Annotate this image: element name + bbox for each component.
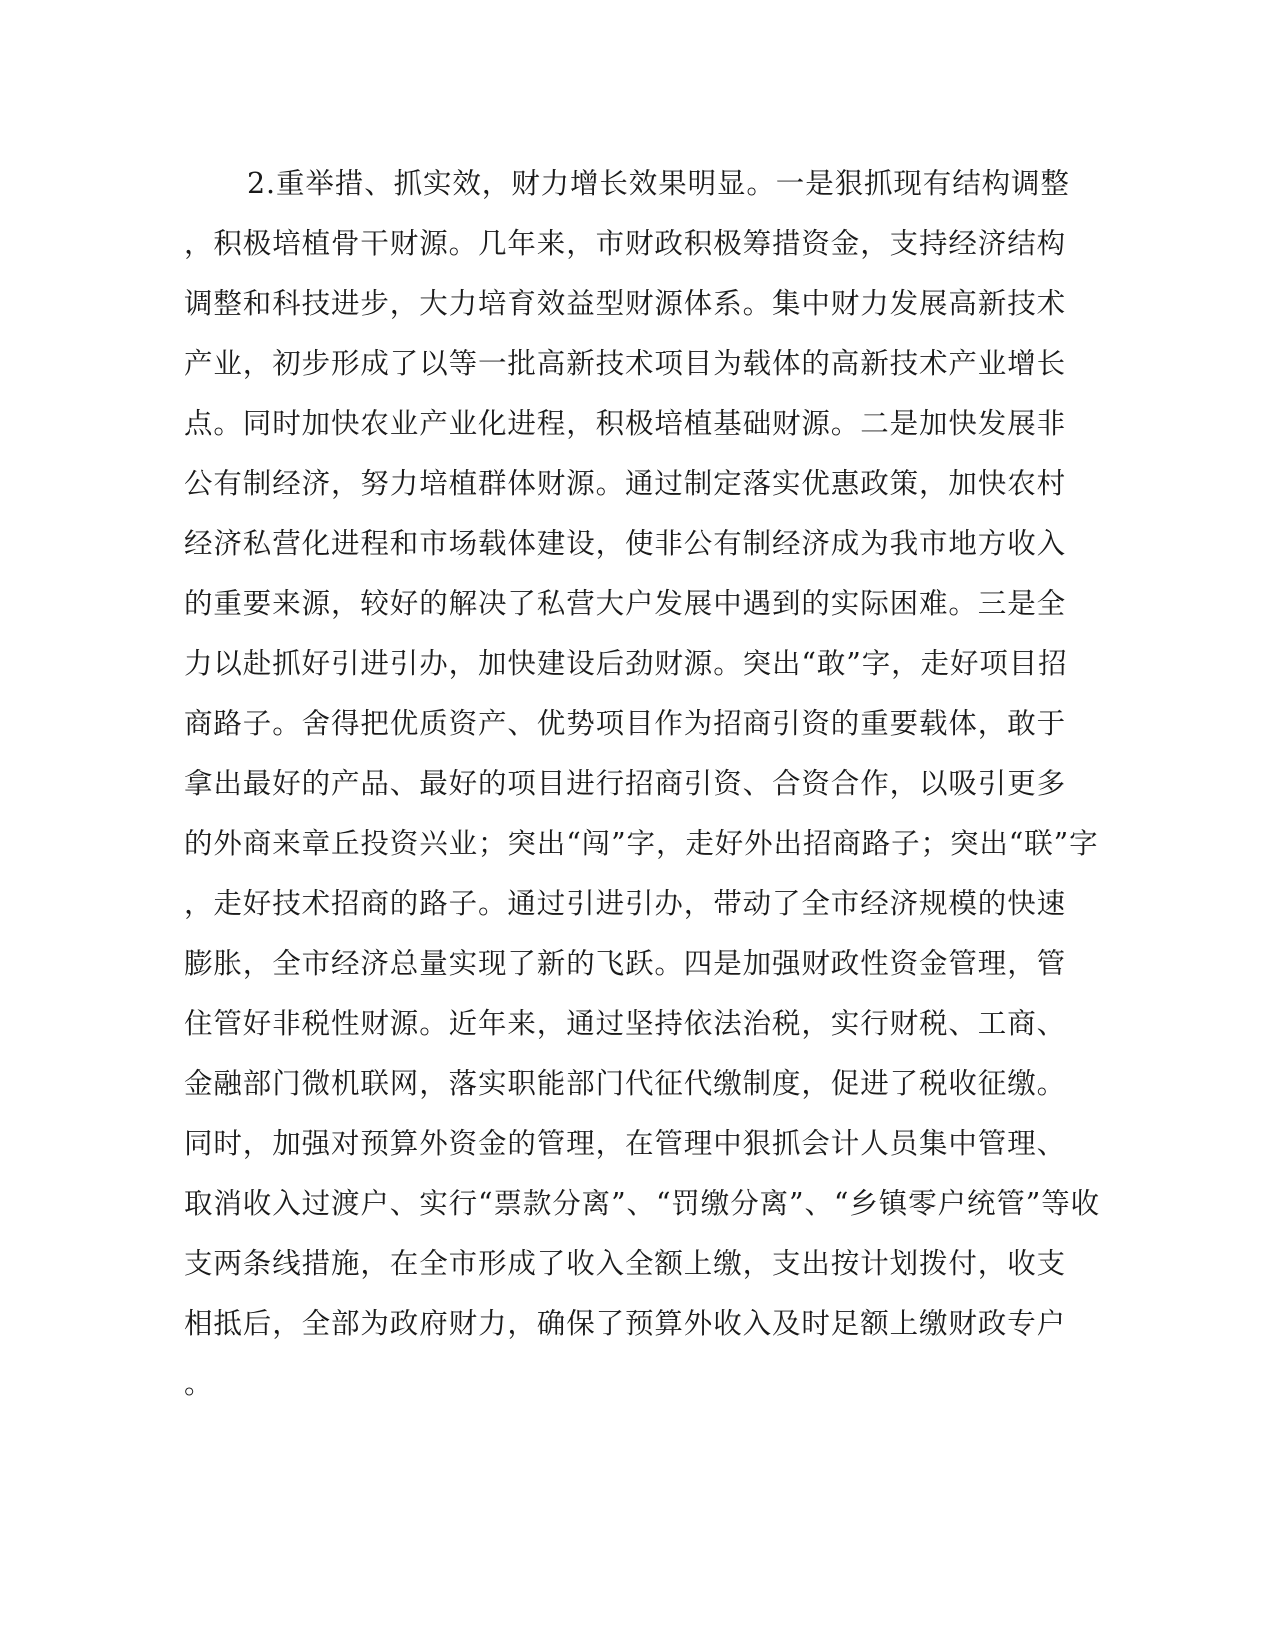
paragraph-line: 点。同时加快农业产业化进程，积极培植基础财源。二是加快发展非	[184, 407, 1067, 440]
paragraph-line: 调整和科技进步，大力培育效益型财源体系。集中财力发展高新技术	[184, 287, 1067, 320]
paragraph-line: 膨胀，全市经济总量实现了新的飞跃。四是加强财政性资金管理，管	[184, 947, 1067, 980]
paragraph-line: 2.重举措、抓实效，财力增长效果明显。一是狠抓现有结构调整	[247, 167, 1070, 200]
paragraph-line: 。	[184, 1367, 214, 1400]
paragraph-line: 取消收入过渡户、实行“票款分离”、“罚缴分离”、“乡镇零户统管”等收	[184, 1187, 1101, 1220]
paragraph-line: 商路子。舍得把优质资产、优势项目作为招商引资的重要载体，敢于	[184, 707, 1067, 740]
paragraph-line: 公有制经济，努力培植群体财源。通过制定落实优惠政策，加快农村	[184, 467, 1067, 500]
paragraph-line: 经济私营化进程和市场载体建设，使非公有制经济成为我市地方收入	[184, 527, 1067, 560]
paragraph-line: 的外商来章丘投资兴业；突出“闯”字，走好外出招商路子；突出“联”字	[184, 827, 1099, 860]
paragraph-line: 产业，初步形成了以等一批高新技术项目为载体的高新技术产业增长	[184, 347, 1067, 380]
body-paragraph	[184, 160, 1101, 1420]
paragraph-line: 住管好非税性财源。近年来，通过坚持依法治税，实行财税、工商、	[184, 1007, 1067, 1040]
paragraph-line: ，走好技术招商的路子。通过引进引办，带动了全市经济规模的快速	[184, 887, 1067, 920]
paragraph-line: 力以赴抓好引进引办，加快建设后劲财源。突出“敢”字，走好项目招	[184, 647, 1068, 680]
paragraph-line: 金融部门微机联网，落实职能部门代征代缴制度，促进了税收征缴。	[184, 1067, 1067, 1100]
paragraph-line: 的重要来源，较好的解决了私营大户发展中遇到的实际困难。三是全	[184, 587, 1067, 620]
paragraph-line: 支两条线措施，在全市形成了收入全额上缴，支出按计划拨付，收支	[184, 1247, 1067, 1280]
paragraph-line: ，积极培植骨干财源。几年来，市财政积极筹措资金，支持经济结构	[184, 227, 1067, 260]
paragraph-line: 同时，加强对预算外资金的管理，在管理中狠抓会计人员集中管理、	[184, 1127, 1067, 1160]
paragraph-line: 相抵后，全部为政府财力，确保了预算外收入及时足额上缴财政专户	[184, 1307, 1067, 1340]
paragraph-line: 拿出最好的产品、最好的项目进行招商引资、合资合作，以吸引更多	[184, 767, 1067, 800]
